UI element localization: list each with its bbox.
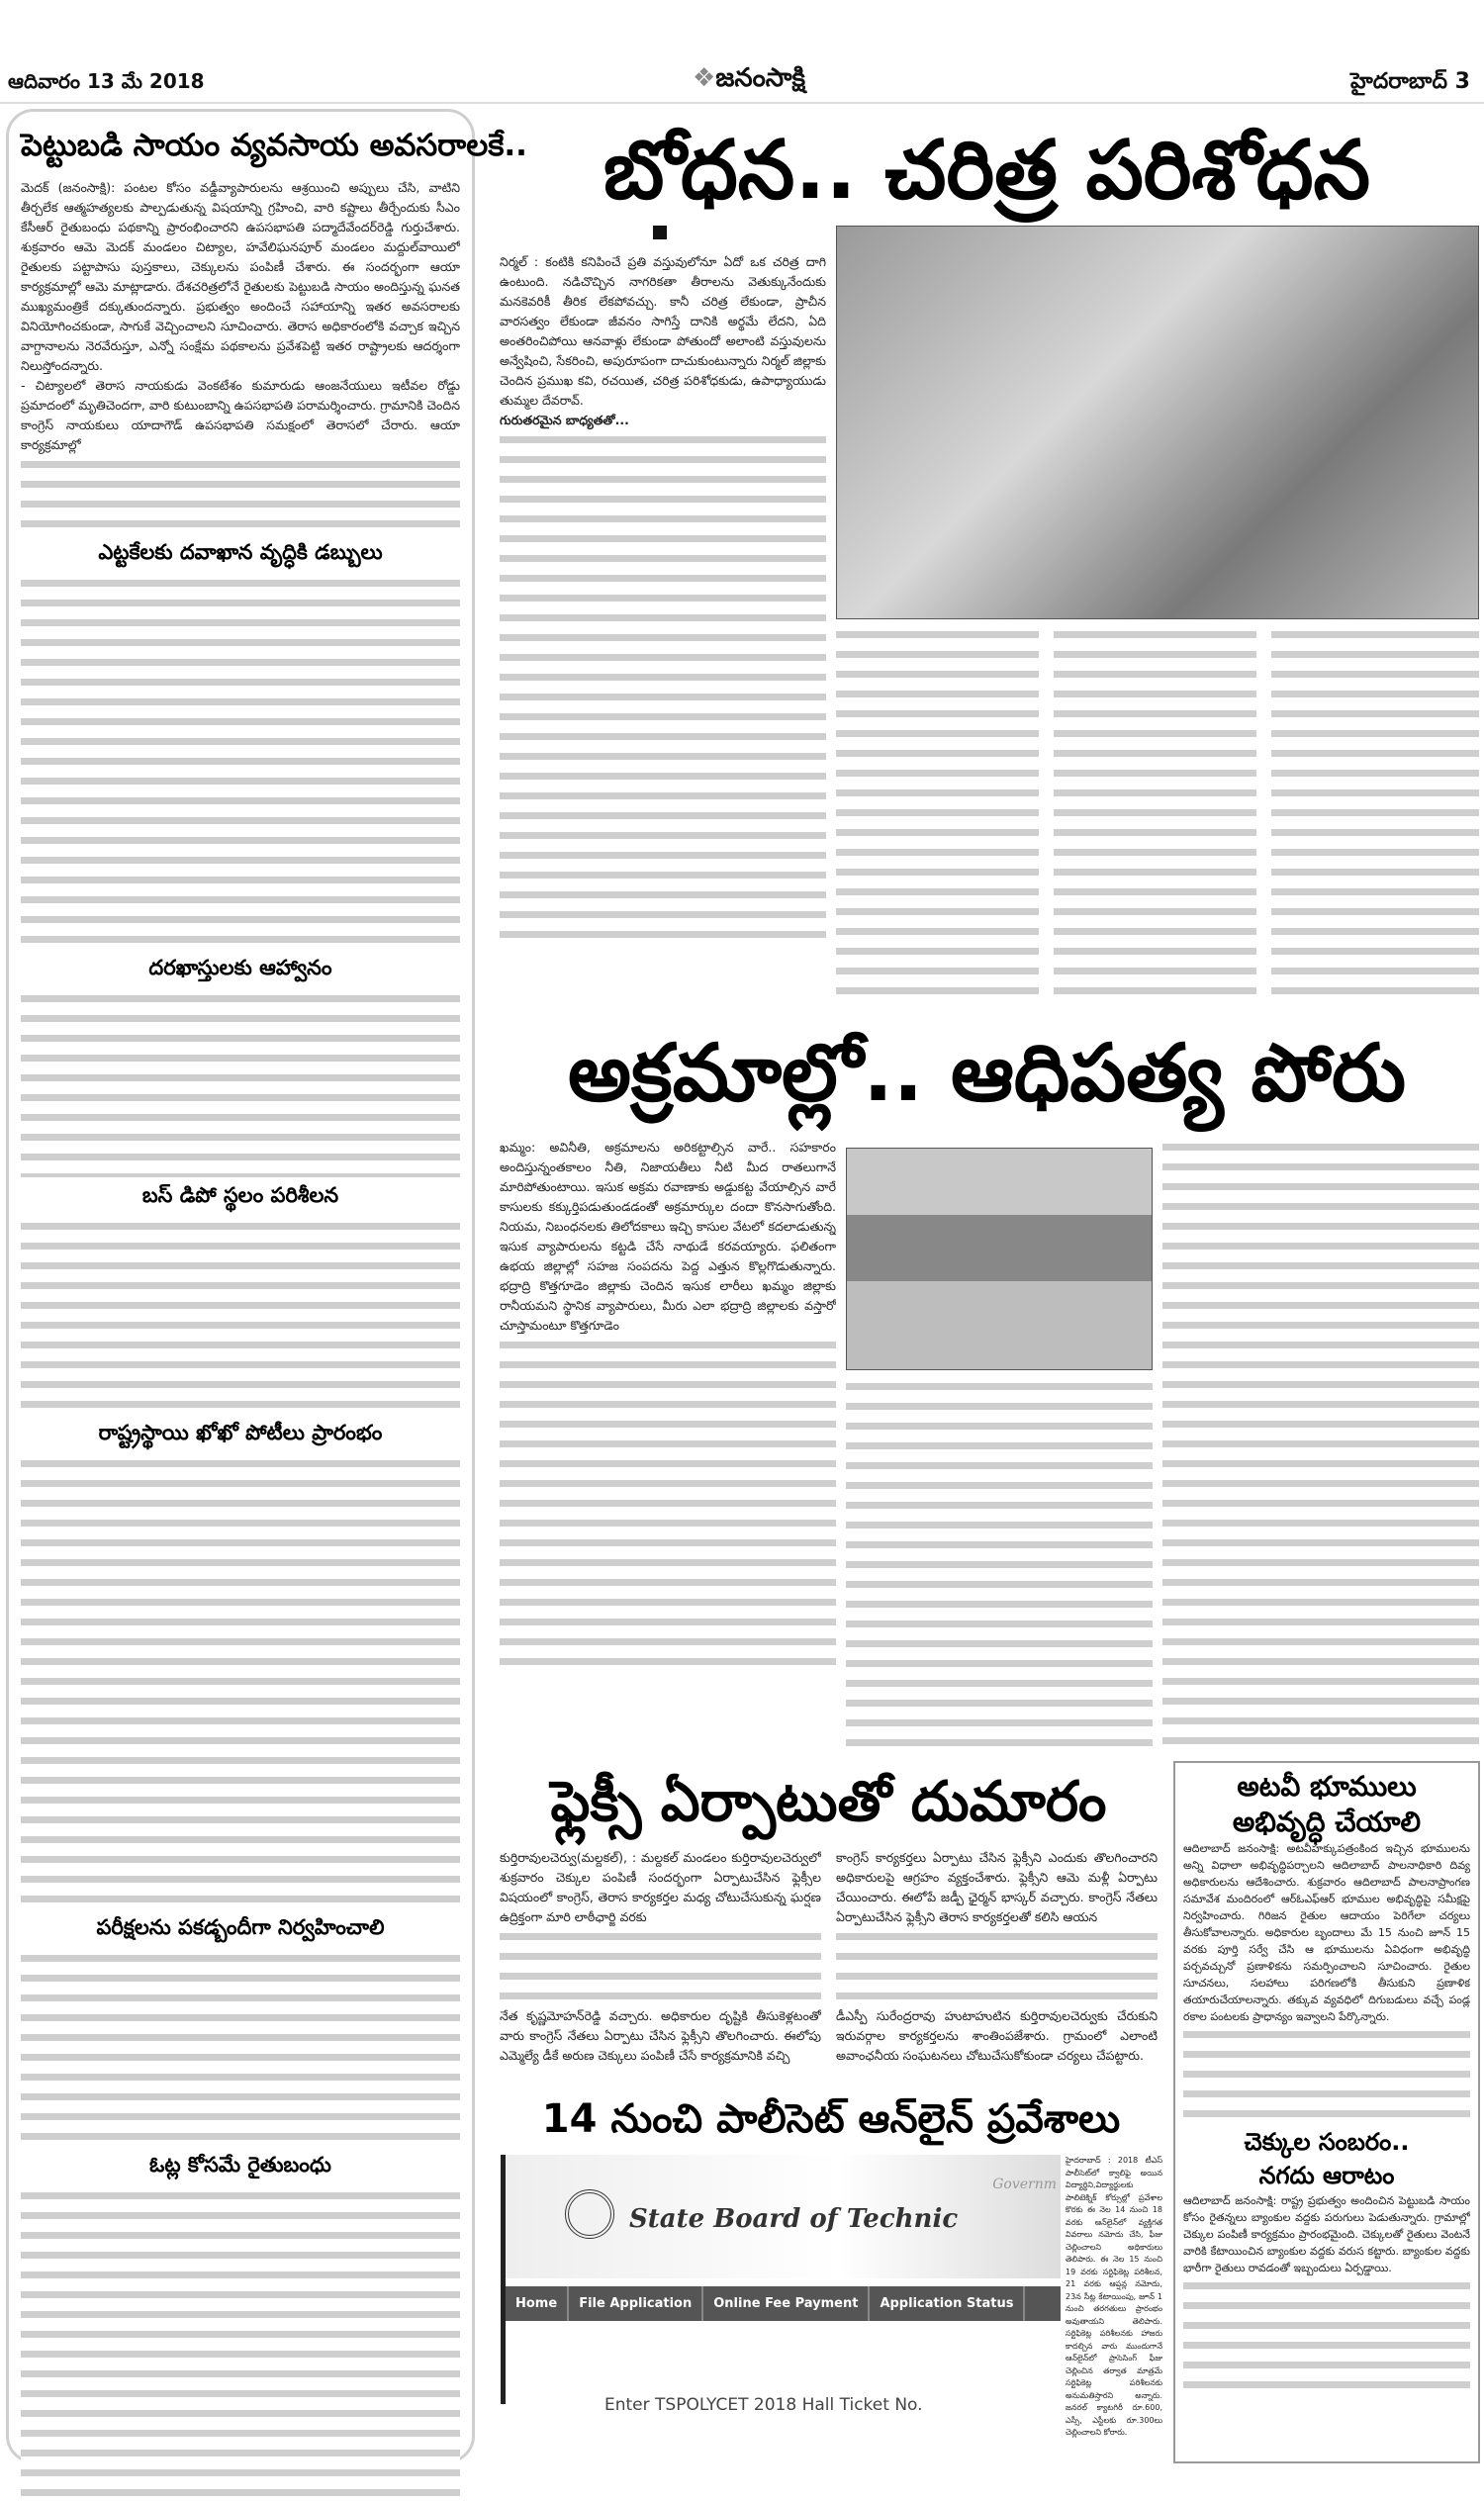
text-block	[1162, 1138, 1479, 1746]
board-title: State Board of Technic	[629, 2204, 959, 2234]
text-block	[21, 989, 460, 1177]
issue-date: ఆదివారం 13 మే 2018	[8, 69, 205, 93]
right-box	[1173, 1761, 1480, 2463]
story1-headline: బోధన.. చరిత్ర పరిశోధన	[603, 124, 1371, 218]
story2-headline: అక్రమాల్లో.. ఆధిపత్య పోరు	[567, 1027, 1407, 1119]
masthead-title: జనంసాక్షి	[715, 63, 806, 93]
nav-online-fee-payment[interactable]: Online Fee Payment	[703, 2286, 870, 2321]
text-block	[21, 1454, 460, 1909]
rightbox-headline: చెక్కుల సంబరం..	[1244, 2128, 1410, 2156]
website-screenshot	[501, 2155, 1061, 2415]
text-block	[1271, 625, 1479, 999]
website-nav	[506, 2286, 1061, 2321]
story2-truck-photo	[846, 1148, 1153, 1370]
text-block	[21, 1217, 460, 1415]
masthead-logo	[693, 63, 805, 99]
text-block	[500, 1336, 836, 1672]
subhead: ఎట్టకేలకు దవాఖాన వృద్ధికి డబ్బులు	[98, 540, 383, 564]
story3-text: నేత కృష్ణమోహన్‌రెడ్డి వచ్చారు. అధికారుల దృష్టికి తీసుకెళ్లటంతో వారు కాంగ్రెస్ నేతలు ఏర్పాటు చేసిన ఫ్లెక్సీని తొలగించారు. ఈలోపు ఎమ్మెల్యే డీకే అరుణ చెక్కులు పంపిణీ చేసే కార్యక్రమానికి వచ్చి	[500, 2008, 821, 2063]
rightbox-headline: అటవీ భూములు	[1237, 1770, 1417, 1803]
subhead: ఓట్ల కోసమే రైతుబంధు	[149, 2153, 331, 2177]
page-city-number: హైదరాబాద్ 3	[1350, 69, 1470, 94]
hall-ticket-prompt: Enter TSPOLYCET 2018 Hall Ticket No.	[604, 2395, 923, 2415]
story3-text: కాంగ్రెస్ కార్యకర్తలు ఏర్పాటు చేసిన ఫ్లెక్సీని ఎందుకు తొలగించారని అధికారులపై ఆగ్రహం వ్యక్తంచేశారు. ఫ్లెక్సీని ఆమె మళ్లీ ఏర్పాటు చేయించారు. ఈలోపే జడ్పీ ఛైర్మన్ భాస్కర్ వచ్చారు. కాంగ్రెస్ నేతలు ఏర్పాటుచేసిన ఫ్లెక్సీని తెరాస కార్యకర్తలతో కలిసి ఆయన	[836, 1850, 1158, 1924]
left-column	[6, 109, 527, 2463]
nav-home[interactable]: Home	[506, 2286, 569, 2321]
story3-column-2	[836, 1848, 1158, 2076]
text-block	[1054, 625, 1256, 999]
text-block	[21, 2186, 460, 2503]
subhead: బస్ డిపో స్థలం పరిశీలన	[141, 1183, 339, 1207]
rightbox-headline: నగదు ఆరాటం	[1258, 2162, 1395, 2189]
left-lead-text-2: - చిట్యాలలో తెరాస నాయకుడు వెంకటేశం కుమారుడు ఆంజనేయులు ఇటీవల రోడ్డు ప్రమాదంలో మృతిచెందగా, వారి కుటుంబాన్ని ఉపసభాపతి పరామర్శించారు. గ్రామానికి చెందిన కాంగ్రెస్ నాయకులు యాదాగౌడ్ ఉపసభాపతి సమక్షంలో తెరాసలో చేరారు. ఆయా కార్యక్రమాల్లో	[21, 378, 460, 452]
text-block	[21, 455, 460, 534]
text-block	[500, 430, 826, 945]
story2-lead: ఖమ్మం: అవినీతి, అక్రమాలను అరికట్టాల్సిన వారే.. సహకారం అందిస్తున్నంతకాలం నీతి, నిజాయతీలు నీటి మీద రాతలుగానే మారిపోతుంటాయి. ఇసుక అక్రమ రవాణాకు అడ్డుకట్ట వేయాల్సిన వారే కాసులకు కక్కుర్తిపడుతుండడంతో అక్రమార్కుల దందా కొనసాగుతోంది. నియమ, నిబంధనలకు తిలోదకాలు ఇచ్చి కాసుల వేటలో కదలాడుతున్న ఇసుక వ్యాపారులను కట్టడి చేసే నాథుడే కరవయ్యారు. ఫలితంగా ఉభయ జిల్లాల్లో సహజ సంపదను పెద్ద ఎత్తున కొల్లగొడుతున్నారు. భద్రాద్రి కొత్తగూడెం జిల్లాకు చెందిన ఇసుక లారీలు ఖమ్మం జిల్లాకు రానీయమని స్థానిక వ్యాపారులు, మీరు ఎలా భద్రాద్రి జిల్లాలకు వస్తారో చూస్తామంటూ కొత్తగూడెం	[500, 1140, 836, 1333]
story3-column-1	[500, 1848, 821, 2076]
nav-application-status[interactable]: Application Status	[870, 2286, 1025, 2321]
story4-body: హైదరాబాద్ : 2018 టీఎస్ పాలీసెట్‌లో క్వాలిఫై అయిన విద్యార్థిని,విద్యార్థులకు పాలిటెక్నిక్ కోర్సుల్లో ప్రవేశాల కొరకు ఈ నెల 14 నుంచి 18 వరకు ఆన్‌లైన్‌లో వ్యక్తిగత వివరాలు నమోదు చేసి, ఫీజు చెల్లించాలని అధికారులు తెలిపారు. ఈ నెల 15 నుంచి 19 వరకు సర్టిఫికెట్ల పరిశీలన, 21 వరకు ఆప్షన్ల నమోదు, 23న సీట్ల కేటాయింపు, జూన్ 1 నుంచి తరగతులు ప్రారంభం అవుతాయని తెలిపారు. సర్టిఫికెట్ల పరిశీలనకు హాజరు కాదల్చిన వారు ముందుగానే ఆన్‌లైన్‌లో ప్రాసెసింగ్ ఫీజు చెల్లించిన తర్వాత మాత్రమే సర్టిఫికెట్ల పరిశీలనకు అనుమతిస్తారని అన్నారు. జనరల్ క్యాటగిరీ రూ.600, ఎస్సీ, ఎస్టీలకు రూ.300లు చెల్లించాలని కోరారు.	[1066, 2156, 1162, 2437]
rightbox-text: ఆదిలాబాద్ జనంసాక్షి: రాష్ట్ర ప్రభుత్వం అందించిన పెట్టుబడి సాయం కోసం రైతన్నలు బ్యాంకుల వద్దకు పరుగులు పెడుతున్నారు. గ్రామాల్లో చెక్కుల పంపిణీ కార్యక్రమం ప్రారంభమైంది. చెక్కులతో రైతులు వెంటనే వారికి కేటాయించిన బ్యాంకుల వద్దకు వరుస కట్టారు. బ్యాంకుల వద్దకు భారీగా రైతులు రావడంతో ఇబ్బందులు ఏర్పడ్డాయి.	[1183, 2194, 1470, 2274]
story3-text: కుర్తిరావులచెర్వు(మల్దకల్), : మల్దకల్ మండలం కుర్తిరావులచెర్వులో శుక్రవారం చెక్కుల పంపిణీ సందర్భంగా ఏర్పాటుచేసిన ఫ్లెక్సీల విషయంలో కాంగ్రెస్, తెరాస కార్యకర్తల మధ్య చోటుచేసుకున్న ఘర్షణ ఉద్రిక్తంగా మారి లాఠీఛార్జి వరకు	[500, 1850, 821, 1924]
story3-text: డీఎస్పీ సురేంద్రరావు హుటాహుటిన కుర్తిరావులచెర్వుకు చేరుకుని ఇరువర్గాల కార్యకర్తలను శాంతింపజేశారు. గ్రామంలో ఎలాంటి అవాంఛనీయ సంఘటనలు చోటుచేసుకోకుండా చర్యలు చేపట్టారు.	[836, 2008, 1158, 2063]
subhead: పరీక్షలను పకడ్బందీగా నిర్వహించాలి	[96, 1915, 385, 1939]
story1-lead: నిర్మల్ : కంటికి కనిపించే ప్రతి వస్తువులోనూ ఏదో ఒక చరిత్ర దాగి ఉంటుంది. నడిచొచ్చిన నాగరికతా తీరాలను వెతుక్కునేందుకు మనకెవరికీ తీరిక లేకపోవచ్చు. కానీ చరిత్ర లేకుండా, ప్రాచీన వారసత్వం లేకుండా జీవనం సాగిస్తే దానికి అర్థమే లేదని, ఏది అంతరించిపోయి ఆనవాళ్లు లేకుండా పోతుందో అలాంటి వస్తువులను అన్వేషించి, సేకరించి, అపురూపంగా దాచుకుంటున్నారు నిర్మల్ జిల్లాకు చెందిన ప్రముఖ కవి, రచయిత, చరిత్ర పరిశోధకుడు, ఉపాధ్యాయుడు తుమ్మల దేవరావ్.	[500, 254, 826, 408]
rightbox-text: ఆదిలాబాద్ జనంసాక్షి: అటవీహక్కుపత్రంకింద ఇచ్చిన భూములను అన్ని విధాలా అభివృద్ధిపర్చాలని ఆదిలాబాద్ పాలనాధికారి దివ్య అధికారులను ఆదేశించారు. శుక్రవారం ఆదిలాబాద్ పాలనాప్రాంగణ సమావేశ మందిరంలో ఆర్ఓఎఫ్ఆర్ భూముల అభివృద్ధిపై సమీక్షపై నిర్వహించారు. గిరిజన రైతుల ఆదాయం పెరిగేలా చర్యలు తీసుకోవాలన్నారు. అధికారుల బృందాలు మే 15 నుంచి జూన్ 15 వరకు పూర్తి సర్వే చేసి ఆ భూములను ఏవిధంగా అభివృద్ధి పర్చవచ్చునో ప్రణాళికను సమర్పించాలని సూచించారు. రైతుల సూచనలు, సలహాలు పరిగణలోకి తీసుకుని ప్రణాళిక తయారుచేయాలన్నారు. తక్కువ వ్యవధిలో దిగుబడులు వచ్చే పండ్ల రకాల పంటలకు ప్రాధాన్యం ఇవ్వాలని పేర్కొన్నారు.	[1183, 1842, 1470, 2023]
left-lead-text: మెదక్ (జనంసాక్షి): పంటల కోసం వడ్డీవ్యాపారులను ఆశ్రయించి అప్పులు చేసి, వాటిని తీర్చలేక ఆత్మహత్యలకు పాల్పడుతున్న విషయాన్ని గ్రహించి, వారి కష్టాలు తీర్చేందుకు సీఎం కేసీఆర్ రైతుబంధు పథకాన్ని ప్రారంభించారని ఉపసభాపతి పద్మాదేవేందర్‌రెడ్డి గుర్తుచేశారు. శుక్రవారం ఆమె మెదక్ మండలం చిట్యాల, హవేలిఘనపూర్ మండలం మద్దుల్‌వాయిలో రైతులకు పట్టాపాసు పుస్తకాలు, చెక్కులను పంపిణీ చేశారు. ఈ సందర్భంగా ఆయా కార్యక్రమాల్లో ఆమె మాట్లాడారు. దేశచరిత్రలోనే రైతులకు పెట్టుబడి సాయం అందిస్తున్న ఘనత ముఖ్యమంత్రికే దక్కుతుందన్నారు. ప్రభుత్వం అందించే సహాయాన్ని ఇతర అవసరాలకు వినియోగించకుండా, సాగుకే వెచ్చించాలని సూచించారు. తెరాస అధికారంలోకి వచ్చాక ఇచ్చిన వాగ్దానాలను నెరవేరుస్తూ, ఎన్నో సంక్షేమ పథకాలను ప్రవేశపెట్టి ఇతర రాష్ట్రాలకు ఆదర్శంగా నిలుస్తోందన్నారు.	[21, 180, 460, 373]
story4-headline: 14 నుంచి పాలీసెట్ ఆన్‌లైన్ ప్రవేశాలు	[541, 2096, 1121, 2142]
text-block	[21, 574, 460, 950]
board-seal-icon	[565, 2189, 614, 2239]
subhead: దరఖాస్తులకు ఆహ్వానం	[148, 956, 332, 979]
text-block	[1183, 2276, 1470, 2395]
text-block	[1183, 2025, 1470, 2119]
text-block	[500, 1927, 821, 2006]
text-block	[21, 1949, 460, 2147]
text-block	[836, 1927, 1158, 2006]
story1-column	[500, 252, 826, 999]
story1-photo	[836, 226, 1479, 619]
gov-text: Governm	[992, 2177, 1057, 2192]
bullet-square-icon	[653, 226, 667, 239]
left-headline: పెట్టుబడి సాయం వ్యవసాయ అవసరాలకే..	[21, 128, 527, 163]
story1-subhead: గురుతరమైన బాధ్యతతో...	[500, 413, 629, 427]
website-banner	[506, 2155, 1061, 2278]
text-block	[836, 625, 1039, 999]
logo-icon: ❖	[693, 63, 716, 93]
story3-headline: ఫ్లెక్సీ ఏర్పాటుతో దుమారం	[550, 1770, 1107, 1834]
text-block	[846, 1377, 1153, 1746]
story2-column	[500, 1138, 836, 1746]
nav-file-application[interactable]: File Application	[569, 2286, 703, 2321]
header-divider	[0, 102, 1484, 104]
subhead: రాష్ట్రస్థాయి ఖోఖో పోటీలు ప్రారంభం	[98, 1421, 383, 1444]
rightbox-headline: అభివృద్ధి చేయాలి	[1232, 1806, 1422, 1838]
